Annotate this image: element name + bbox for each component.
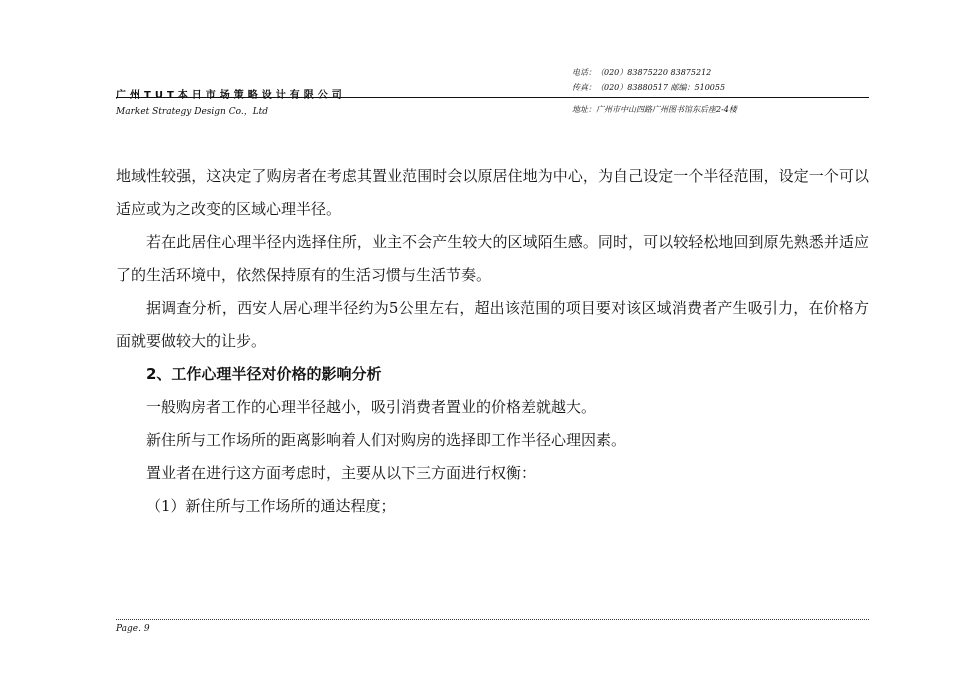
- paragraph-2: 若在此居住心理半径内选择住所，业主不会产生较大的区域陌生感。同时，可以较轻松地回到原先熟悉并适应了的生活环境中，依然保持原有的生活习惯与生活节奏。: [116, 233, 869, 284]
- paragraph-1: 地域性较强，这决定了购房者在考虑其置业范围时会以原居住地为中心，为自己设定一个半径范围，设定一个可以适应或为之改变的区域心理半径。: [116, 167, 869, 218]
- header-phone: 电话：（020）83875220 83875212: [572, 68, 712, 77]
- page-header: [0, 0, 980, 120]
- footer-divider: [116, 619, 869, 620]
- paragraph-5: 新住所与工作场所的距离影响着人们对购房的选择即工作半径心理因素。: [146, 431, 627, 449]
- list-item-1: （1）新住所与工作场所的通达程度；: [146, 497, 396, 515]
- header-fax: 传真：（020）83880517 邮编：510055: [572, 83, 726, 92]
- paragraph-3: 据调查分析，西安人居心理半径约为5公里左右，超出该范围的项目要对该区域消费者产生吸引力，在价格方面就要做较大的让步。: [116, 299, 869, 350]
- header-address: 地址：广州市中山四路广州图书馆东后座2-4楼: [572, 105, 737, 114]
- document-body: [116, 160, 869, 523]
- paragraph-6: 置业者在进行这方面考虑时，主要从以下三方面进行权衡：: [146, 464, 537, 482]
- section-heading: 2、工作心理半径对价格的影响分析: [146, 365, 382, 383]
- company-name-en: Market Strategy Design Co.，Ltd: [116, 107, 269, 117]
- header-divider: [116, 97, 869, 98]
- paragraph-4: 一般购房者工作的心理半径越小，吸引消费者置业的价格差就越大。: [146, 398, 597, 416]
- company-name-cn: 广州TUT本日市场策略设计有限公司: [116, 90, 346, 101]
- page-number: Page. 9: [116, 624, 150, 634]
